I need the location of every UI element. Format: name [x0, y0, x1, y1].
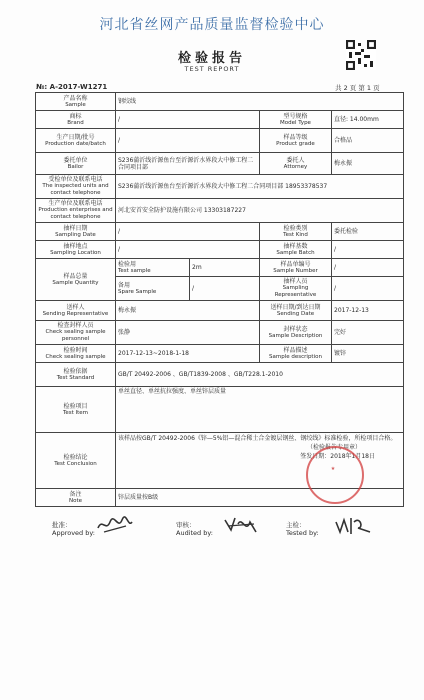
value-model: 直径: 14.00mm: [332, 111, 404, 129]
value-sending-rep: 梅永振: [116, 301, 260, 321]
value-inspected-units: S236蒲沂线沂源鱼台至沂源沂水界段大中修工程二合同项目部 18953378537: [116, 175, 404, 199]
row-bailor: [36, 153, 404, 175]
value-grade: 合格品: [332, 129, 404, 153]
row-sending-rep: [36, 301, 404, 321]
report-table: [35, 92, 404, 507]
tested-signature: [334, 514, 372, 536]
label-sampling-date: 抽样日期 Sampling Date: [36, 223, 116, 241]
audited-signature: [222, 514, 260, 536]
label-bailor: 委托单位 Bailor: [36, 153, 116, 175]
label-brand: 商标 Brand: [36, 111, 116, 129]
value-bailor: S236蒲沂线沂源鱼台至沂源沂水界段大中修工程二合同项目部: [116, 153, 260, 175]
row-production-enterprises: [36, 199, 404, 223]
value-note: 锌层质量按B级: [116, 489, 404, 507]
label-sampling-rep: 抽样人员 Sampling Representative: [260, 277, 332, 301]
value-check-seal-person: 张静: [116, 321, 260, 345]
row-product-name: [36, 93, 404, 111]
page-number: 共 2 页 第 1 页: [335, 84, 380, 92]
label-attorney: 委托人 Attorney: [260, 153, 332, 175]
label-sending-date: 送样日期/到达日期 Sending Date: [260, 301, 332, 321]
row-production-date: [36, 129, 404, 153]
approved-signature: [96, 514, 134, 536]
value-sampling-rep: /: [332, 277, 404, 301]
row-test-item: [36, 387, 404, 433]
value-sampling-date: /: [116, 223, 260, 241]
label-sample-batch: 抽样基数 Sample Batch: [260, 241, 332, 259]
label-spare-sample: 备用 Spare Sample: [116, 277, 190, 301]
value-sample-batch: /: [332, 241, 404, 259]
approved-label: 批准： Approved by:: [52, 521, 95, 537]
value-brand: /: [116, 111, 260, 129]
report-title-cn: 检验报告: [177, 51, 246, 66]
red-seal-stamp: [306, 446, 364, 504]
label-product-name: 产品名称 Sample: [36, 93, 116, 111]
label-seal-status: 封样状态 Sample Description: [260, 321, 332, 345]
label-model: 型号规格 Model Type: [260, 111, 332, 129]
value-check-period: 2017-12-13~2018-1-18: [116, 345, 260, 363]
label-conclusion: 检验结论 Test Conclusion: [36, 433, 116, 489]
label-sample-number: 样品单编号 Sample Number: [260, 259, 332, 277]
label-production-date: 生产日期/批号 Production date/batch: [36, 129, 116, 153]
value-spare-sample: /: [190, 277, 260, 301]
label-inspected-units: 受检单位及联系电话 The inspected units and contact telephone: [36, 175, 116, 199]
conclusion-text: 该样品按GB/T 20492-2006《锌—5%铝—混合稀土合金镀层钢丝、钢绞线》标准检验，所检项目合格。: [118, 435, 397, 442]
qr-code-icon: [346, 40, 376, 70]
row-inspected-units: [36, 175, 404, 199]
label-test-kind: 检验类别 Test Kind: [260, 223, 332, 241]
row-check-seal-person: [36, 321, 404, 345]
row-test-standard: [36, 363, 404, 387]
label-grade: 样品等级 Product grade: [260, 129, 332, 153]
label-sending-rep: 送样人 Sending Representative: [36, 301, 116, 321]
audited-label: 审核： Audited by:: [176, 521, 213, 537]
value-production-date: /: [116, 129, 260, 153]
value-test-kind: 委托检验: [332, 223, 404, 241]
value-test-standard: GB/T 20492-2006 、GB/T1839-2008 、GB/T228.1-2010: [116, 363, 404, 387]
row-brand: [36, 111, 404, 129]
value-sending-date: 2017-12-13: [332, 301, 404, 321]
label-sample-desc: 样品描述 Sample description: [260, 345, 332, 363]
label-test-item: 检验项目 Test Item: [36, 387, 116, 433]
label-sample-quantity: 样品总量 Sample Quantity: [36, 259, 116, 301]
report-title-en: TEST REPORT: [184, 65, 240, 73]
label-sampling-location: 抽样地点 Sampling Location: [36, 241, 116, 259]
label-note: 备注 Note: [36, 489, 116, 507]
value-sampling-location: /: [116, 241, 260, 259]
tested-label: 主检： Tested by:: [286, 521, 319, 537]
row-sampling-location: [36, 241, 404, 259]
row-sampling-date: [36, 223, 404, 241]
row-test-sample: [36, 259, 404, 277]
label-check-period: 检验时间 Check sealing sample: [36, 345, 116, 363]
label-production-enterprises: 生产单位及联系电话 Production enterprises and contact telephone: [36, 199, 116, 223]
value-sample-number: /: [332, 259, 404, 277]
value-test-item: 单丝直径、单丝抗拉强度、单丝锌层质量: [116, 387, 404, 433]
label-test-sample: 检验用 Test sample: [116, 259, 190, 277]
row-check-period: [36, 345, 404, 363]
stamp-star-icon: ★: [330, 466, 336, 472]
document-number: №: A-2017-W1271: [36, 83, 108, 91]
label-check-seal-person: 检查封样人员 Check sealing sample personnel: [36, 321, 116, 345]
value-seal-status: 完好: [332, 321, 404, 345]
sign-date: 签发日期：2018年1月18日: [300, 453, 376, 460]
value-test-sample: 2m: [190, 259, 260, 277]
value-sample-desc: 镀锌: [332, 345, 404, 363]
label-test-standard: 检验依据 Test Standard: [36, 363, 116, 387]
value-production-enterprises: 河北安首安全防护设施有限公司 13303187227: [116, 199, 404, 223]
value-attorney: 梅永振: [332, 153, 404, 175]
stamp-note: （检验报告专用章）: [307, 444, 362, 451]
center-title: 河北省丝网产品质量监督检验中心: [99, 17, 325, 33]
value-product-name: 钢绞线: [116, 93, 404, 111]
